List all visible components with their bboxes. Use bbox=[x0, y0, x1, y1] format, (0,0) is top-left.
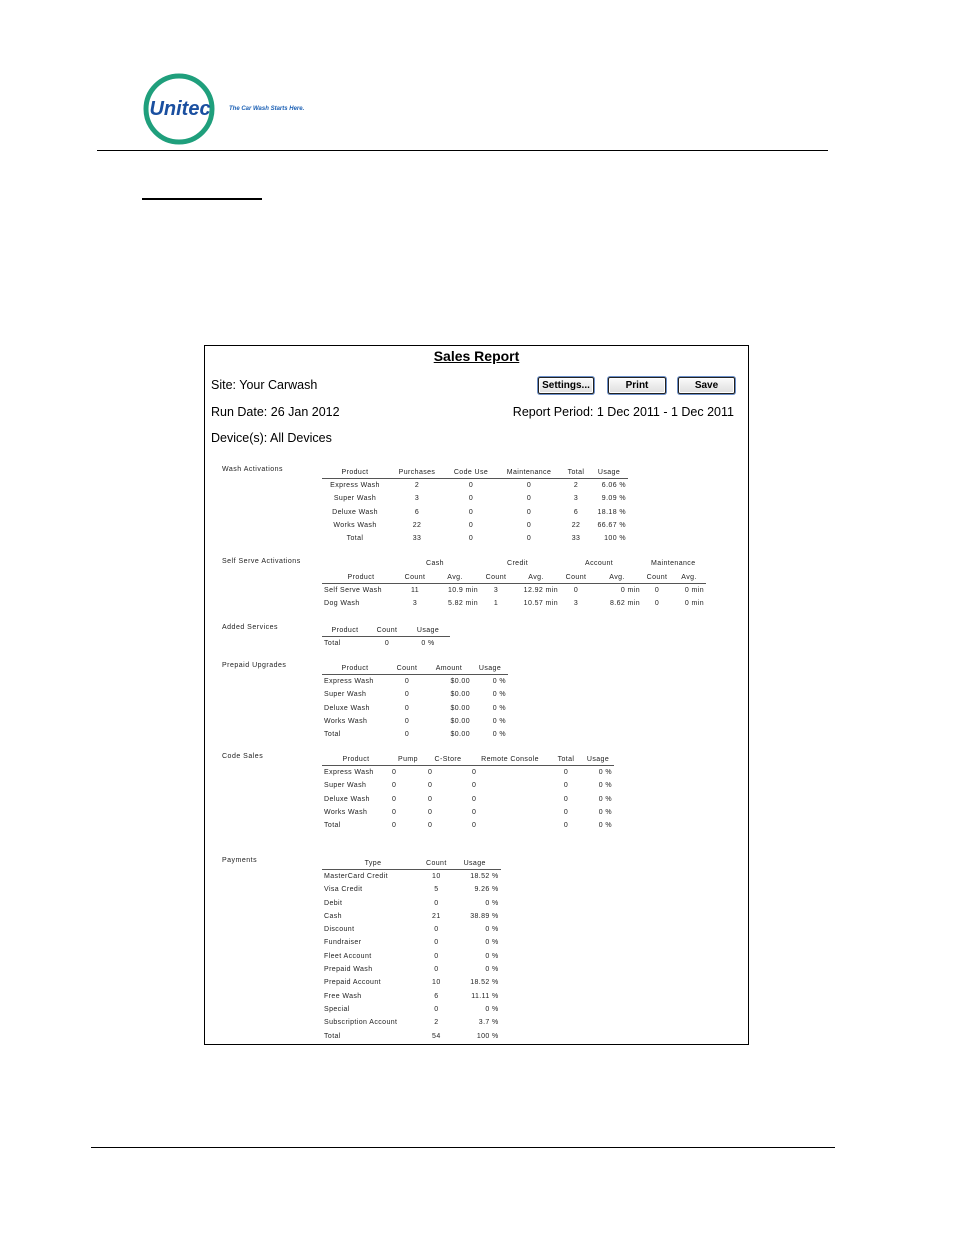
payments-label: Payments bbox=[222, 857, 258, 864]
table-row bbox=[322, 963, 501, 976]
table-cell: 0 % bbox=[598, 822, 612, 830]
table-cell: 0 bbox=[434, 926, 439, 934]
table-cell: 0 bbox=[392, 782, 397, 790]
table-cell: 0 bbox=[404, 704, 410, 712]
table-cell: 21 bbox=[432, 912, 441, 920]
table-cell: Cash bbox=[324, 912, 342, 920]
table-cell: 0 bbox=[468, 535, 474, 543]
column-header: Code Use bbox=[446, 467, 496, 479]
table-cell: 0 bbox=[434, 899, 439, 907]
group-account: Account bbox=[585, 560, 614, 567]
table-cell: 0 bbox=[434, 966, 439, 974]
table-cell: 0 bbox=[526, 495, 532, 503]
table-row bbox=[322, 519, 628, 532]
code-sales-table bbox=[322, 754, 614, 832]
wash-activations-table bbox=[322, 467, 628, 545]
table-cell: 0 % bbox=[492, 704, 506, 712]
table-cell: 0 min bbox=[684, 600, 704, 608]
section-heading-underline bbox=[142, 198, 262, 200]
column-header: Count bbox=[388, 663, 426, 675]
table-cell: 9.26 % bbox=[474, 886, 499, 894]
prepaid-upgrades-label: Prepaid Upgrades bbox=[222, 662, 287, 669]
table-cell: 18.18 % bbox=[597, 508, 626, 516]
table-cell: 66.67 % bbox=[597, 521, 626, 529]
table-cell: 18.52 % bbox=[470, 979, 499, 987]
column-header: Usage bbox=[582, 754, 614, 766]
table-cell: Special bbox=[324, 1005, 350, 1013]
table-cell: 0 % bbox=[406, 637, 450, 651]
table-cell: $0.00 bbox=[450, 704, 470, 712]
header-divider bbox=[97, 150, 828, 151]
table-cell: 38.89 % bbox=[470, 912, 499, 920]
table-cell: Super Wash bbox=[324, 782, 367, 790]
code-sales-label: Code Sales bbox=[222, 753, 264, 760]
table-cell: 0 % bbox=[492, 731, 506, 739]
column-header: Count bbox=[400, 572, 430, 584]
table-row bbox=[322, 819, 614, 832]
column-header: Product bbox=[322, 467, 388, 479]
table-cell: Total bbox=[324, 822, 341, 830]
table-row bbox=[322, 637, 450, 651]
table-cell: 12.92 min bbox=[512, 584, 560, 598]
table-cell: 11.11 % bbox=[471, 992, 499, 1000]
table-cell: 0 % bbox=[485, 939, 499, 947]
table-row bbox=[322, 597, 706, 610]
table-cell: 0 bbox=[526, 508, 532, 516]
table-cell: Fundraiser bbox=[324, 939, 362, 947]
group-maintenance: Maintenance bbox=[651, 560, 696, 567]
table-cell: 33 bbox=[571, 535, 581, 543]
group-credit: Credit bbox=[507, 560, 529, 567]
table-cell: 3 bbox=[573, 495, 579, 503]
table-cell: 54 bbox=[432, 1032, 441, 1040]
table-cell: 0 bbox=[563, 822, 569, 830]
table-cell: Total bbox=[346, 535, 364, 543]
table-cell: Deluxe Wash bbox=[332, 508, 378, 516]
table-cell: 3 bbox=[412, 600, 418, 608]
table-cell: 0 % bbox=[472, 675, 508, 689]
table-cell: 18.52 % bbox=[449, 870, 501, 884]
table-cell: Free Wash bbox=[324, 992, 362, 1000]
prepaid-upgrades-table bbox=[322, 663, 508, 741]
tagline: The Car Wash Starts Here. bbox=[229, 106, 305, 112]
table-cell: $0.00 bbox=[450, 691, 470, 699]
table-cell: 3 bbox=[573, 600, 579, 608]
table-row bbox=[322, 910, 501, 923]
unitec-logo bbox=[139, 73, 219, 145]
table-cell: 0 bbox=[496, 479, 562, 493]
table-cell: 0 bbox=[434, 952, 439, 960]
column-header: Amount bbox=[426, 663, 472, 675]
table-cell: 3.7 % bbox=[478, 1019, 499, 1027]
table-cell: Deluxe Wash bbox=[324, 795, 370, 803]
table-cell: 0 bbox=[526, 521, 532, 529]
table-cell: Total bbox=[324, 731, 341, 739]
table-cell: 0 bbox=[550, 766, 582, 780]
wash-activations-label: Wash Activations bbox=[222, 466, 284, 473]
table-cell: 0 bbox=[404, 691, 410, 699]
column-header: Count bbox=[424, 858, 449, 870]
table-cell: 0 bbox=[654, 600, 660, 608]
table-cell: Express Wash bbox=[322, 479, 388, 493]
column-header: Avg. bbox=[512, 572, 560, 584]
table-cell: 3 bbox=[480, 584, 512, 598]
table-cell: 0 bbox=[392, 808, 397, 816]
column-header: Usage bbox=[590, 467, 628, 479]
table-row bbox=[322, 1016, 501, 1029]
report-title: Sales Report bbox=[433, 348, 520, 364]
table-cell: 0 bbox=[563, 808, 569, 816]
table-row bbox=[322, 976, 501, 989]
column-header: Total bbox=[550, 754, 582, 766]
table-cell: 2 bbox=[562, 479, 590, 493]
table-cell: 1 bbox=[493, 600, 499, 608]
table-cell: 0 bbox=[428, 808, 433, 816]
table-cell: Deluxe Wash bbox=[324, 704, 370, 712]
table-cell: 0 bbox=[468, 521, 474, 529]
table-cell: 0 % bbox=[598, 782, 612, 790]
table-cell: 9.09 % bbox=[601, 495, 626, 503]
table-cell: Subscription Account bbox=[324, 1019, 398, 1027]
table-cell: 0 bbox=[392, 822, 397, 830]
table-cell: Fleet Account bbox=[324, 952, 372, 960]
table-cell: 0 bbox=[563, 795, 569, 803]
table-cell: 0 % bbox=[582, 766, 614, 780]
logo-text: Unitec bbox=[149, 98, 211, 120]
table-cell: 0 bbox=[472, 795, 477, 803]
table-cell: Dog Wash bbox=[324, 600, 360, 608]
table-row bbox=[322, 715, 508, 728]
table-cell: 0 bbox=[428, 782, 433, 790]
table-cell: Works Wash bbox=[333, 521, 377, 529]
table-row bbox=[322, 923, 501, 936]
table-cell: 0 bbox=[563, 782, 569, 790]
column-header: Product bbox=[322, 625, 368, 637]
table-cell: 5.82 min bbox=[447, 600, 478, 608]
table-row bbox=[322, 506, 628, 519]
table-cell: 0 bbox=[468, 508, 474, 516]
added-services-table bbox=[322, 625, 450, 650]
table-cell: 0 bbox=[470, 766, 550, 780]
table-cell: 2 bbox=[434, 1019, 439, 1027]
table-cell: 0 min bbox=[672, 584, 706, 598]
table-cell: 0 % bbox=[492, 691, 506, 699]
table-cell: 33 bbox=[412, 535, 422, 543]
table-row bbox=[322, 492, 628, 505]
table-cell: 0 bbox=[388, 675, 426, 689]
table-cell: 0 bbox=[472, 808, 477, 816]
table-cell: 0 % bbox=[492, 717, 506, 725]
table-row bbox=[322, 688, 508, 701]
table-row bbox=[322, 1030, 501, 1043]
table-cell: 0 bbox=[642, 584, 672, 598]
table-cell: 0 bbox=[368, 637, 406, 651]
print-button[interactable]: Print bbox=[608, 377, 666, 394]
table-cell: 10 bbox=[432, 979, 441, 987]
table-cell: 0 bbox=[526, 535, 532, 543]
table-cell: 10 bbox=[424, 870, 449, 884]
table-row bbox=[322, 793, 614, 806]
table-cell: Prepaid Wash bbox=[324, 966, 373, 974]
table-cell: Express Wash bbox=[322, 675, 388, 689]
table-cell: 6 bbox=[414, 508, 420, 516]
column-header: Count bbox=[480, 572, 512, 584]
table-cell: 0 bbox=[390, 766, 426, 780]
column-header: Avg. bbox=[592, 572, 642, 584]
table-row bbox=[322, 779, 614, 792]
table-row bbox=[322, 1003, 501, 1016]
group-cash: Cash bbox=[426, 560, 444, 567]
table-cell: 0 % bbox=[485, 899, 499, 907]
table-cell: Self Serve Wash bbox=[322, 584, 400, 598]
column-header: Product bbox=[322, 754, 390, 766]
table-row bbox=[322, 936, 501, 949]
settings-button[interactable]: Settings... bbox=[538, 377, 594, 394]
table-cell: 0 % bbox=[598, 808, 612, 816]
table-cell: 0 % bbox=[485, 926, 499, 934]
table-cell: 8.62 min bbox=[609, 600, 640, 608]
table-row bbox=[322, 766, 614, 780]
table-cell: 3 bbox=[414, 495, 420, 503]
table-cell: Works Wash bbox=[324, 808, 368, 816]
column-header: Pump bbox=[390, 754, 426, 766]
column-header: Usage bbox=[449, 858, 501, 870]
table-row bbox=[322, 702, 508, 715]
table-cell: 22 bbox=[412, 521, 422, 529]
self-serve-activations-table bbox=[322, 572, 706, 611]
table-cell: 10.9 min bbox=[430, 584, 480, 598]
devices-label: Device(s): All Devices bbox=[211, 431, 332, 445]
sales-report-window bbox=[204, 345, 749, 1045]
table-cell: 6.06 % bbox=[590, 479, 628, 493]
table-cell: Discount bbox=[324, 926, 355, 934]
table-cell: 0 bbox=[560, 584, 592, 598]
column-header: Total bbox=[562, 467, 590, 479]
table-cell: 100 % bbox=[604, 535, 626, 543]
table-cell: 0 min bbox=[592, 584, 642, 598]
table-cell: 5 bbox=[434, 886, 439, 894]
table-cell: Works Wash bbox=[324, 717, 368, 725]
column-header: Usage bbox=[406, 625, 450, 637]
payments-table bbox=[322, 858, 501, 1043]
table-row bbox=[322, 950, 501, 963]
column-header: Count bbox=[642, 572, 672, 584]
table-cell: Prepaid Account bbox=[324, 979, 381, 987]
table-row bbox=[322, 870, 501, 884]
table-cell: 22 bbox=[571, 521, 581, 529]
table-row bbox=[322, 990, 501, 1003]
column-header: Avg. bbox=[672, 572, 706, 584]
table-cell: Super Wash bbox=[324, 691, 367, 699]
table-cell: Super Wash bbox=[333, 495, 377, 503]
table-cell: 6 bbox=[434, 992, 439, 1000]
table-row bbox=[322, 584, 706, 598]
column-header: Remote Console bbox=[470, 754, 550, 766]
table-cell: 0 % bbox=[485, 952, 499, 960]
column-header: Count bbox=[560, 572, 592, 584]
table-row bbox=[322, 479, 628, 493]
table-cell: $0.00 bbox=[450, 731, 470, 739]
table-cell: 0 bbox=[434, 1005, 439, 1013]
table-row bbox=[322, 675, 508, 689]
table-cell: 0 % bbox=[485, 1005, 499, 1013]
table-row bbox=[322, 806, 614, 819]
table-cell: 0 bbox=[428, 795, 433, 803]
table-cell: Debit bbox=[324, 899, 343, 907]
table-cell: Express Wash bbox=[322, 766, 390, 780]
column-header: Maintenance bbox=[496, 467, 562, 479]
table-cell: 0 bbox=[404, 731, 410, 739]
column-header: Avg. bbox=[430, 572, 480, 584]
table-cell: 100 % bbox=[476, 1032, 499, 1040]
column-header: C-Store bbox=[426, 754, 470, 766]
table-cell: 0 bbox=[446, 479, 496, 493]
table-row bbox=[322, 897, 501, 910]
table-cell: 0 bbox=[472, 782, 477, 790]
table-cell: 0 bbox=[404, 717, 410, 725]
table-cell: 0 bbox=[468, 495, 474, 503]
table-cell: 0 % bbox=[485, 966, 499, 974]
report-period: Report Period: 1 Dec 2011 - 1 Dec 2011 bbox=[512, 405, 734, 419]
table-cell: 10.57 min bbox=[523, 600, 558, 608]
table-cell: 0 bbox=[428, 822, 433, 830]
column-header: Product bbox=[322, 572, 400, 584]
table-row bbox=[322, 728, 508, 741]
save-button[interactable]: Save bbox=[678, 377, 735, 394]
table-cell: 11 bbox=[400, 584, 430, 598]
run-date: Run Date: 26 Jan 2012 bbox=[211, 405, 340, 419]
table-cell: 0 bbox=[434, 939, 439, 947]
table-cell: 6 bbox=[573, 508, 579, 516]
table-cell: Total bbox=[324, 1032, 341, 1040]
table-cell: 2 bbox=[388, 479, 446, 493]
table-cell: 0 bbox=[426, 766, 470, 780]
added-services-label: Added Services bbox=[222, 624, 279, 631]
footer-divider bbox=[91, 1147, 835, 1148]
column-header: Type bbox=[322, 858, 424, 870]
column-header: Count bbox=[368, 625, 406, 637]
table-row bbox=[322, 532, 628, 545]
site-label: Site: Your Carwash bbox=[211, 378, 318, 392]
column-header: Usage bbox=[472, 663, 508, 675]
table-row bbox=[322, 883, 501, 896]
table-cell: $0.00 bbox=[450, 717, 470, 725]
table-cell: MasterCard Credit bbox=[322, 870, 424, 884]
column-header: Product bbox=[322, 663, 388, 675]
table-cell: Total bbox=[322, 637, 368, 651]
self-serve-activations-label: Self Serve Activations bbox=[222, 558, 301, 565]
table-cell: 0 bbox=[392, 795, 397, 803]
table-cell: $0.00 bbox=[426, 675, 472, 689]
table-cell: 0 % bbox=[598, 795, 612, 803]
column-header: Purchases bbox=[388, 467, 446, 479]
table-cell: Visa Credit bbox=[324, 886, 363, 894]
table-cell: 0 bbox=[472, 822, 477, 830]
